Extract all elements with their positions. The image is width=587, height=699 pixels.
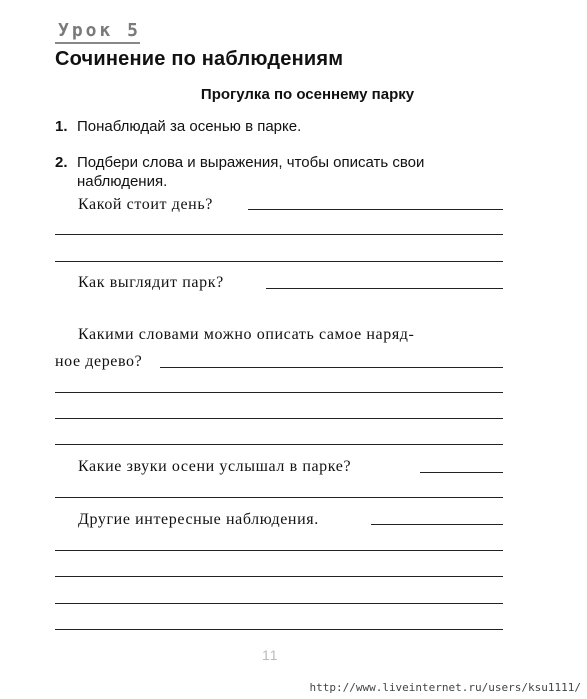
answer-line — [55, 603, 503, 604]
question-tree-line2: ное дерево? — [55, 353, 143, 370]
question-day: Какой стоит день? — [78, 196, 213, 213]
answer-line — [371, 524, 503, 525]
question-other: Другие интересные наблюдения. — [78, 511, 319, 528]
task-2 — [55, 153, 502, 191]
question-park: Как выглядит парк? — [78, 274, 224, 291]
answer-line — [55, 576, 503, 577]
page-title: Сочинение по наблюдениям — [55, 48, 344, 70]
answer-line — [55, 550, 503, 551]
answer-line — [55, 629, 503, 630]
answer-line — [55, 261, 503, 262]
answer-line — [55, 497, 503, 498]
answer-line — [160, 367, 503, 368]
task-1 — [55, 117, 502, 136]
answer-line — [55, 392, 503, 393]
answer-line — [55, 234, 503, 235]
task-number: 1. — [55, 118, 68, 135]
page-subtitle: Прогулка по осеннему парку — [200, 86, 415, 103]
watermark-url: http://www.liveinternet.ru/users/ksu1111/ — [309, 681, 581, 694]
answer-line — [55, 418, 503, 419]
task-number: 2. — [55, 154, 68, 171]
answer-line — [266, 288, 503, 289]
answer-line — [420, 472, 503, 473]
page-number: 11 — [262, 647, 279, 663]
task-text: Понаблюдай за осенью в парке. — [77, 118, 302, 135]
question-tree-line1: Какими словами можно описать самое наряд- — [78, 326, 415, 343]
task-text: Подбери слова и выражения, чтобы описать свои наблюдения. — [77, 154, 425, 190]
question-sounds: Какие звуки осени услышал в парке? — [78, 458, 352, 475]
answer-line — [55, 444, 503, 445]
answer-line — [248, 209, 503, 210]
lesson-underline — [55, 42, 140, 44]
lesson-label: Урок 5 — [58, 20, 142, 41]
